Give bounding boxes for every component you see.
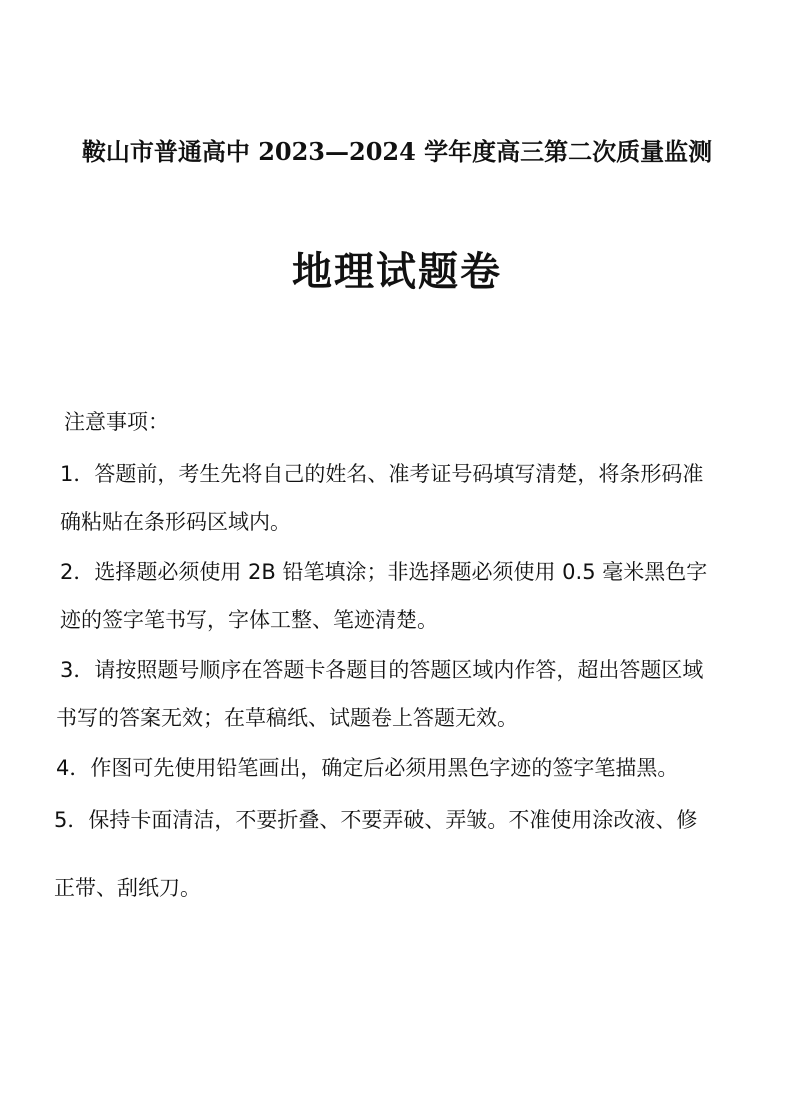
- notice-line: 2．选择题必须使用 2B 铅笔填涂；非选择题必须使用 0.5 毫米黑色字: [60, 560, 708, 584]
- notice-line: 3．请按照题号顺序在答题卡各题目的答题区域内作答，超出答题区域: [60, 658, 704, 682]
- notice-line: 5．保持卡面清洁，不要折叠、不要弄破、弄皱。不准使用涂改液、修: [54, 808, 698, 832]
- notice-line: 迹的签字笔书写，字体工整、笔迹清楚。: [60, 608, 438, 632]
- notice-line: 书写的答案无效；在草稿纸、试题卷上答题无效。: [56, 706, 518, 730]
- notice-line: 正带、刮纸刀。: [54, 876, 201, 900]
- notice-line: 1．答题前，考生先将自己的姓名、准考证号码填写清楚，将条形码准: [60, 462, 704, 486]
- notice-line: 确粘贴在条形码区域内。: [60, 510, 291, 534]
- exam-header-title: 鞍山市普通高中 2023—2024 学年度高三第二次质量监测: [81, 137, 713, 166]
- exam-subject-title: 地理试题卷: [292, 248, 502, 295]
- notice-heading: 注意事项：: [64, 410, 169, 434]
- notice-line: 4．作图可先使用铅笔画出，确定后必须用黑色字迹的签字笔描黑。: [56, 756, 679, 780]
